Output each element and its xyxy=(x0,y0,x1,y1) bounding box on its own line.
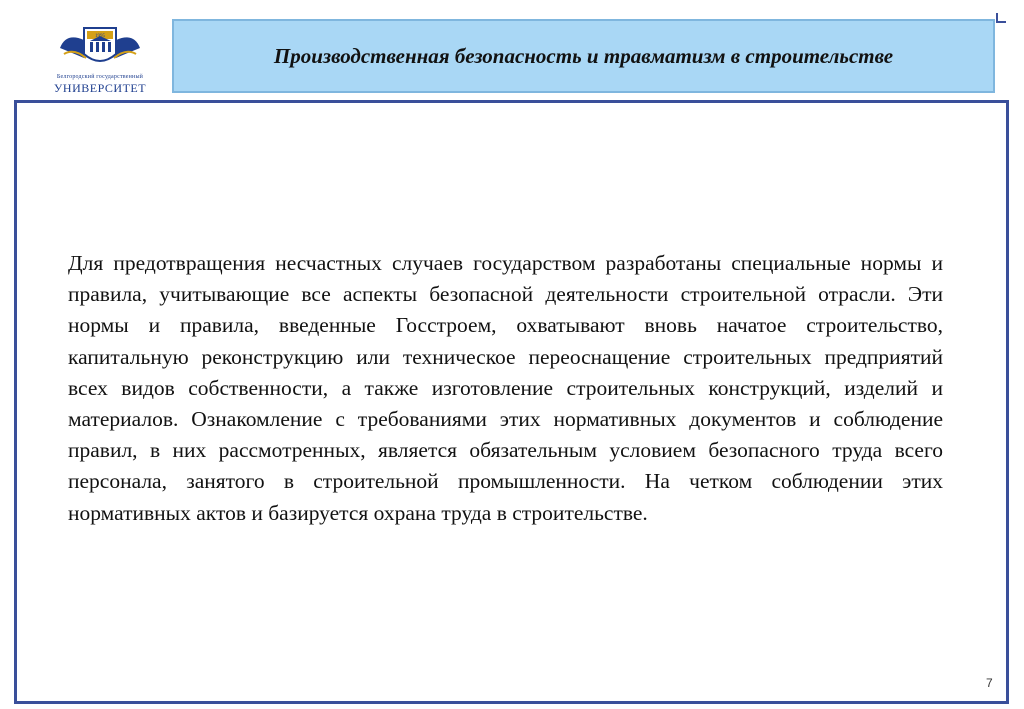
corner-decoration xyxy=(996,13,1006,23)
page-number: 7 xyxy=(986,676,993,690)
university-emblem-icon xyxy=(54,14,146,74)
logo-name: УНИВЕРСИТЕТ xyxy=(53,81,147,95)
body-paragraph: Для предотвращения несчастных случаев государством разработаны специальные нормы и правила, учитывающие все аспекты безопасной деятельности строительной отрасли. Эти нормы и правила, введенные Госстроем, охватывают вновь начатое строительство, капитальную реконструкцию или техническое переоснащение строительных предприятий всех видов собственности, а также изготовление строительных конструкций, изделий и материалов. Ознакомление с требованиями этих нормативных документов и соблюдение правил, в них рассмотренных, является обязательным условием безопасного труда всего персонала, занятого в строительной промышленности. На четком соблюдении этих нормативных актов и базируется охрана труда в строительстве. xyxy=(68,251,943,525)
logo-subtitle: Белгородский государственный xyxy=(56,74,144,80)
logo-year: 1995 xyxy=(95,34,105,39)
university-logo xyxy=(40,14,160,96)
page-title: Производственная безопасность и травматизм в строительстве xyxy=(273,43,894,68)
title-bar xyxy=(172,19,995,93)
